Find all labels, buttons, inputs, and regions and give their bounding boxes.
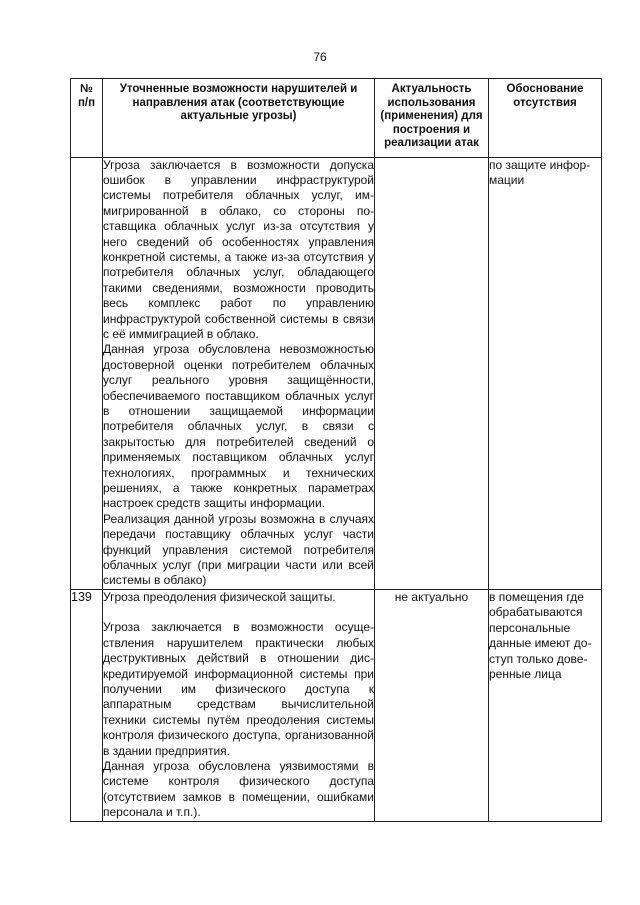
relevance-cell: [375, 157, 489, 589]
description-paragraph: Угроза заключается в возможности осуществления нарушителем практически любых деструктивных действий в отношении дискредитируемой информационной системы при получении им физического доступа к аппаратным средствам вычислительной техники системы путём преодоления системы контроля физического доступа, организованной в здании предприятия.: [103, 620, 374, 758]
justification-cell: по защите информации: [489, 157, 602, 589]
table-row: [71, 589, 602, 821]
description-paragraph: Реализация данной угрозы возможна в случаях передачи поставщику облачных услуг части функций управления системой потребителя облачных услуг (при миграции части или всей системы в облако): [103, 511, 374, 588]
description-paragraph: Данная угроза обусловлена уязвимостями в системе контроля физического доступа (отсутствием замков в помещении, ошибками персонала и т.п.).: [103, 758, 374, 820]
threats-table: [70, 78, 602, 822]
threat-description: [103, 589, 375, 821]
justification-cell: в помещения где обрабатываются персональные данные имеют доступ только доверенные лица: [489, 589, 602, 821]
table-header-row: [71, 79, 602, 158]
header-number: № п/п: [71, 79, 103, 158]
page-number: 76: [313, 50, 327, 64]
threat-description: [103, 157, 375, 589]
relevance-cell: не актуально: [375, 589, 489, 821]
header-relevance: Актуальность использования (применения) для построения и реализации атак: [375, 79, 489, 158]
paragraph-spacer: [103, 605, 374, 620]
header-capabilities: Уточненные возможности нарушителей и направления атак (соответствующие актуальные угрозы): [103, 79, 375, 158]
row-number: 139: [71, 589, 103, 821]
row-number: [71, 157, 103, 589]
description-paragraph: Угроза заключается в возможности допуска ошибок в управлении инфраструктурой системы потребителя облачных услуг, иммигрированной в облако, со стороны поставщика облачных услуг из-за отсутствия у него сведений об особенностях управления конкретной системы, а также из-за отсутствия у потребителя облачных услуг, обладающего такими сведениями, возможности проводить весь комплекс работ по управлению инфраструктурой собственной системы в связи с её иммиграцией в облако.: [103, 157, 374, 341]
header-justification: Обоснование отсутствия: [489, 79, 602, 158]
table-row: [71, 157, 602, 589]
threat-title: Угроза преодоления физической защиты.: [103, 589, 336, 604]
description-paragraph: Данная угроза обусловлена невозможностью достоверной оценки потребителем облачных услуг реального уровня защищённости, обеспечиваемого поставщиком облачных услуг в отношении защищаемой информации потребителя облачных услуг, в связи с закрытостью для потребителей сведений о применяемых поставщиком облачных услуг технологиях, программных и технических решениях, а также конкретных параметрах настроек средств защиты информации.: [103, 342, 374, 511]
